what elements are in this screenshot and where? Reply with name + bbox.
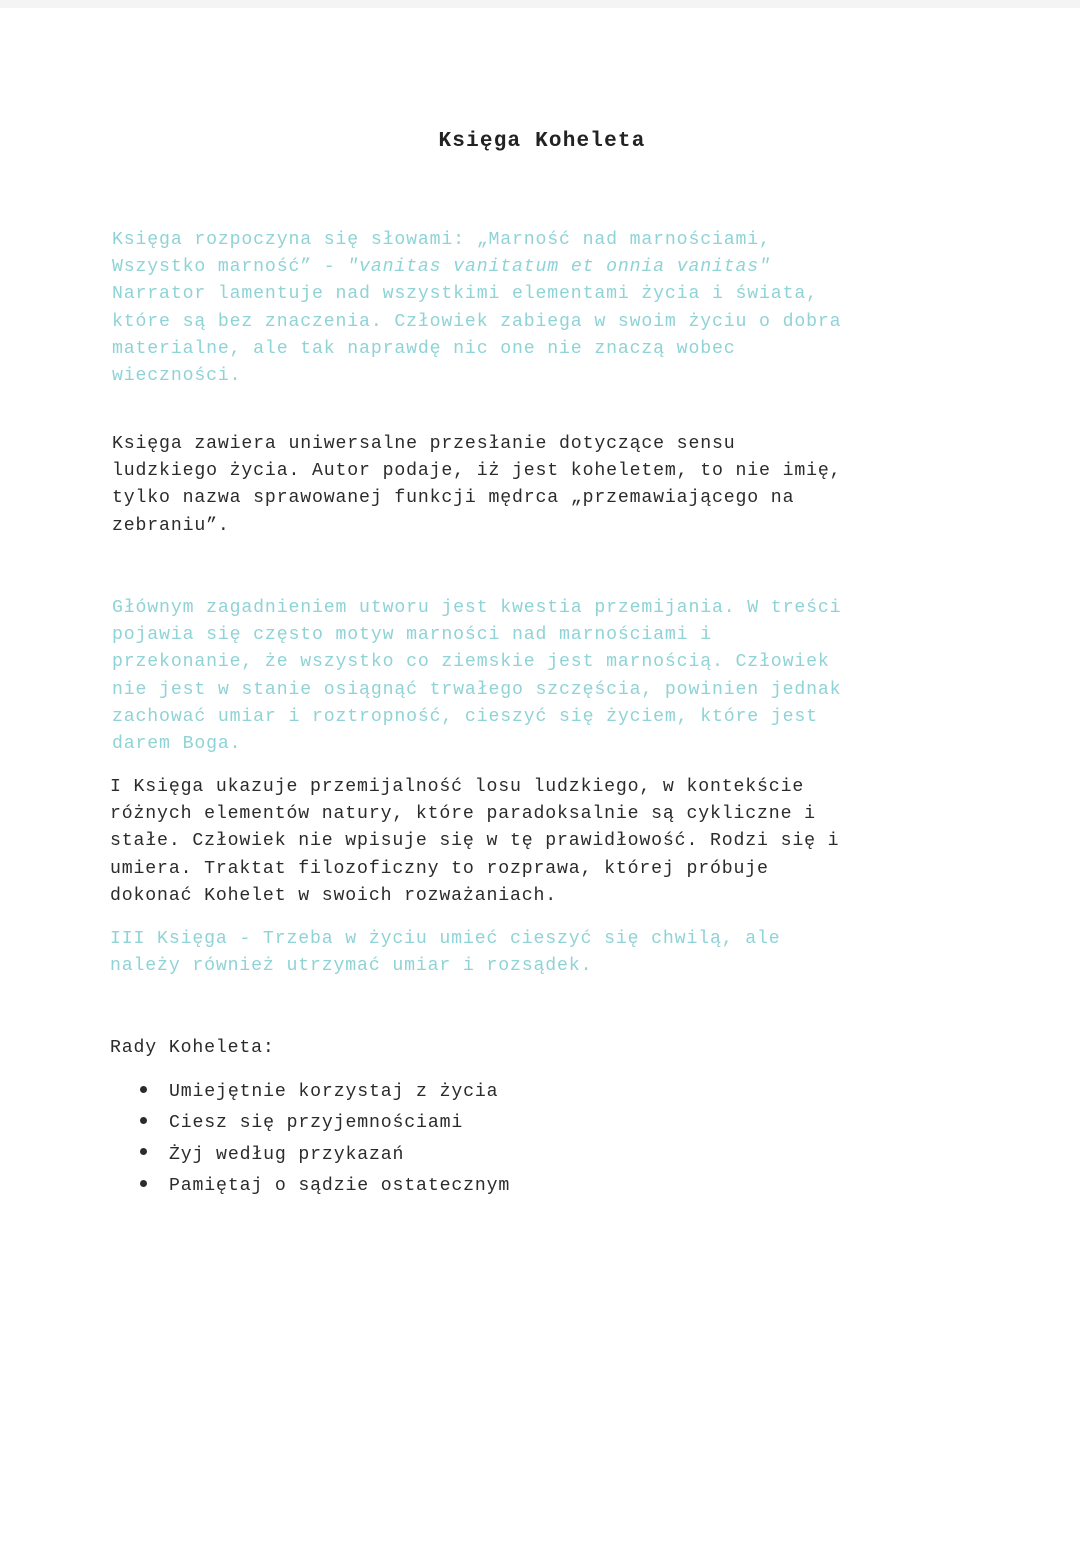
list-item	[140, 1142, 510, 1173]
paragraph-line: przekonanie, że wszystko co ziemskie jest marnością. Człowiek	[112, 652, 830, 673]
paragraph-line: umiera. Traktat filozoficzny to rozprawa, której próbuje	[110, 858, 769, 879]
paragraph-line: III Księga - Trzeba w życiu umieć cieszyć się chwilą, ale	[110, 929, 781, 949]
intro-paragraph	[112, 227, 841, 390]
list-item	[140, 1079, 510, 1110]
first-book-paragraph	[110, 774, 839, 910]
paragraph-line: nie jest w stanie osiągnąć trwałego szczęścia, powinien jednak	[112, 679, 842, 700]
advice-heading: Rady Koheleta:	[110, 1038, 275, 1058]
message-paragraph	[112, 431, 841, 540]
third-book-paragraph	[110, 926, 781, 980]
bullet-icon	[140, 1180, 147, 1187]
paragraph-line: Księga zawiera uniwersalne przesłanie dotyczące sensu	[112, 434, 736, 454]
paragraph-line: zebraniu”.	[112, 515, 230, 536]
paragraph-line: Narrator lamentuje nad wszystkimi elementami życia i świata,	[112, 284, 818, 305]
paragraph-line: Księga rozpoczyna się słowami: „Marność nad marnościami,	[112, 230, 771, 250]
paragraph-line: ludzkiego życia. Autor podaje, iż jest koheletem, to nie imię,	[112, 461, 842, 482]
bullet-icon	[140, 1086, 147, 1093]
paragraph-line: Wszystko marność” - "vanitas vanitatum et onnia vanitas"	[112, 257, 771, 278]
list-item	[140, 1110, 510, 1141]
bullet-icon	[140, 1117, 147, 1124]
paragraph-line: Głównym zagadnieniem utworu jest kwestia przemijania. W treści	[112, 598, 842, 618]
paragraph-line: różnych elementów natury, które paradoksalnie są cykliczne i	[110, 804, 816, 825]
paragraph-line: wieczności.	[112, 366, 242, 387]
main-theme-paragraph	[112, 595, 841, 758]
page-title: Księga Koheleta	[438, 130, 646, 153]
paragraph-line: dokonać Kohelet w swoich rozważaniach.	[110, 885, 558, 906]
list-item-text: Umiejętnie korzystaj z życia	[169, 1082, 499, 1102]
list-item-text: Żyj według przykazań	[169, 1144, 405, 1165]
paragraph-line: zachować umiar i roztropność, cieszyć się życiem, które jest	[112, 706, 818, 727]
latin-quote: "vanitas vanitatum et onnia vanitas"	[347, 257, 771, 278]
paragraph-line: darem Boga.	[112, 734, 242, 755]
advice-list	[140, 1079, 510, 1204]
document-page	[0, 8, 1080, 1552]
paragraph-line: które są bez znaczenia. Człowiek zabiega w swoim życiu o dobra	[112, 311, 842, 332]
list-item-text: Ciesz się przyjemnościami	[169, 1113, 464, 1134]
list-item	[140, 1173, 510, 1204]
paragraph-line: materialne, ale tak naprawdę nic one nie znaczą wobec	[112, 338, 736, 359]
paragraph-line: pojawia się często motyw marności nad marnościami i	[112, 625, 712, 646]
bullet-icon	[140, 1148, 147, 1155]
paragraph-line: stałe. Człowiek nie wpisuje się w tę prawidłowość. Rodzi się i	[110, 831, 840, 852]
paragraph-line: należy również utrzymać umiar i rozsądek.	[110, 956, 593, 977]
paragraph-line: tylko nazwa sprawowanej funkcji mędrca „przemawiającego na	[112, 488, 795, 509]
paragraph-line: I Księga ukazuje przemijalność losu ludzkiego, w kontekście	[110, 777, 805, 797]
list-item-text: Pamiętaj o sądzie ostatecznym	[169, 1175, 511, 1196]
